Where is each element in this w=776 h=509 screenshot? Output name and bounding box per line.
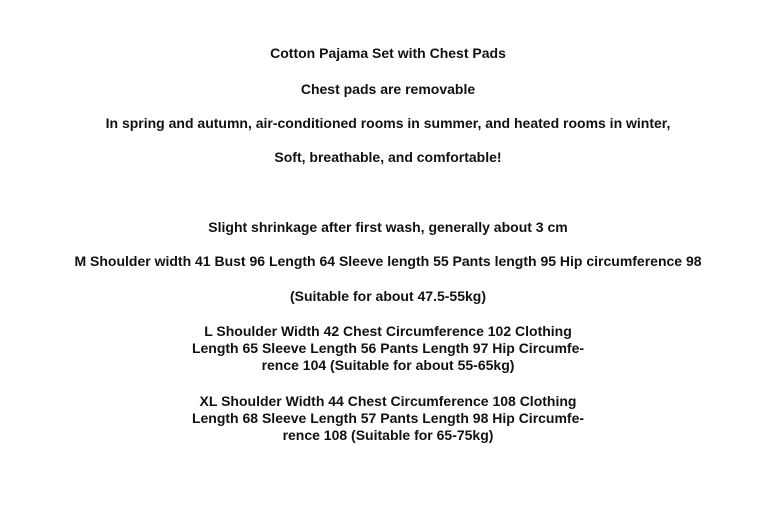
shrinkage-note: Slight shrinkage after first wash, generally about 3 cm [208, 219, 568, 235]
size-l-block [183, 323, 593, 374]
feature-seasons: In spring and autumn, air-conditioned rooms in summer, and heated rooms in winter, [105, 115, 671, 131]
size-l-line-1: L Shoulder Width 42 Chest Circumference 102 Clothing [204, 323, 572, 339]
size-xl-block [183, 393, 593, 444]
feature-removable: Chest pads are removable [300, 81, 476, 97]
product-title: Cotton Pajama Set with Chest Pads [270, 45, 506, 61]
feature-comfort: Soft, breathable, and comfortable! [274, 149, 502, 165]
size-xl-line-2: Length 68 Sleeve Length 57 Pants Length 98 Hip Circumfe- [191, 410, 585, 426]
size-xl-line-1: XL Shoulder Width 44 Chest Circumference 108 Clothing [199, 393, 577, 409]
size-l-line-2: Length 65 Sleeve Length 56 Pants Length 97 Hip Circumfe- [191, 340, 585, 356]
size-xl-line-3: rence 108 (Suitable for 65-75kg) [282, 427, 494, 443]
size-l-line-3: rence 104 (Suitable for about 55-65kg) [261, 357, 515, 373]
size-m-measurements: M Shoulder width 41 Bust 96 Length 64 Sleeve length 55 Pants length 95 Hip circumference 98 [74, 253, 702, 269]
size-m-suitable: (Suitable for about 47.5-55kg) [289, 288, 487, 304]
